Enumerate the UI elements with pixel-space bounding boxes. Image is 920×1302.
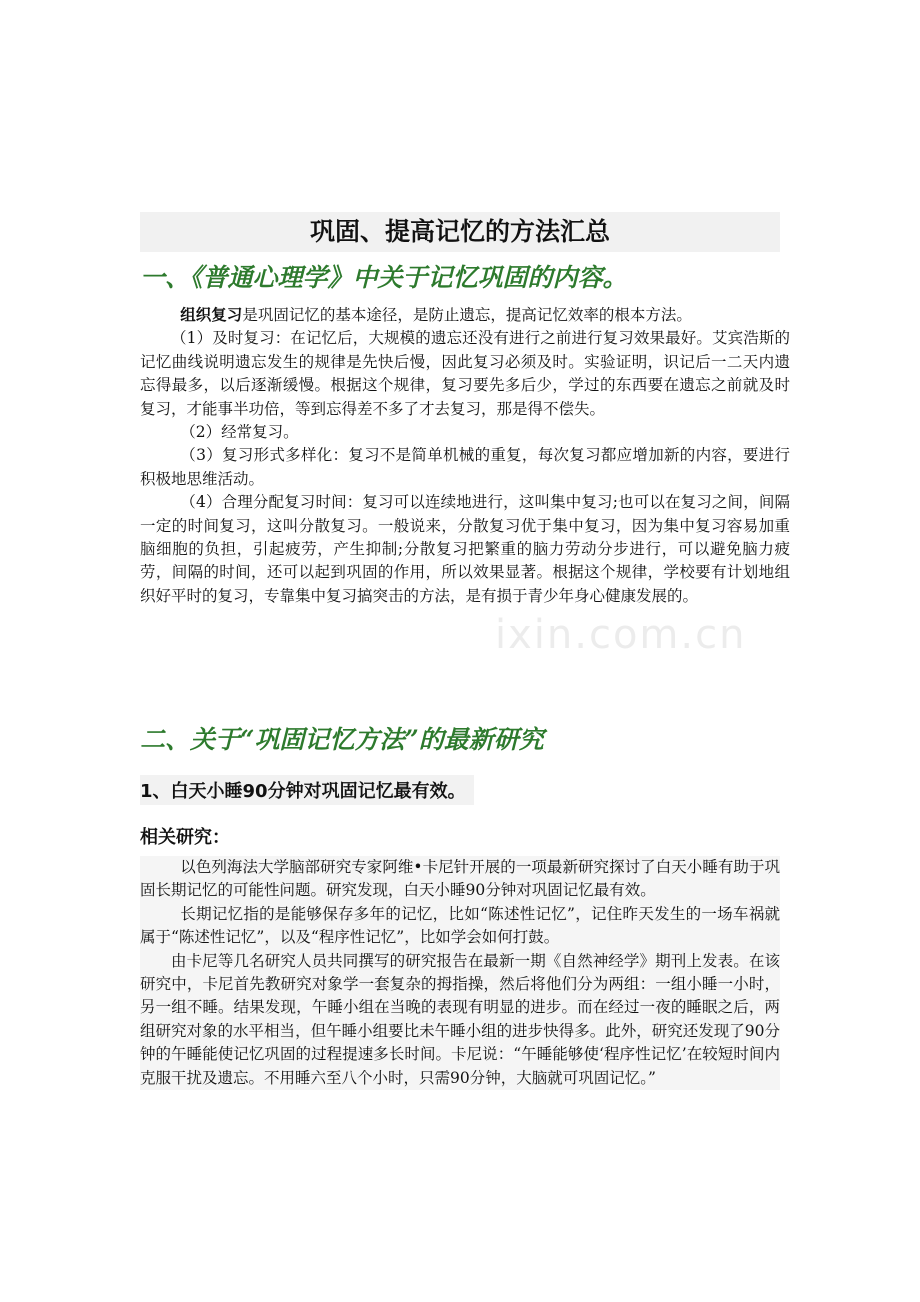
review-item-4: （4）合理分配复习时间：复习可以连续地进行，这叫集中复习;也可以在复习之间，间隔一定的时间复习，这叫分散复习。一般说来，分散复习优于集中复习，因为集中复习容易加重脑细胞的负担，引起疲劳，产生抑制;分散复习把繁重的脑力劳动分步进行，可以避免脑力疲劳，间隔的时间，还可以起到巩固的作用，所以效果显著。根据这个规律，学校要有计划地组织好平时的复习，专靠集中复习搞突击的方法，是有损于青少年身心健康发展的。 (140, 493, 790, 605)
research-paragraph-2: 长期记忆指的是能够保存多年的记忆，比如“陈述性记忆”，记住昨天发生的一场车祸就属于“陈述性记忆”，以及“程序性记忆”，比如学会如何打鼓。 (140, 904, 780, 947)
research-paragraph-1: 以色列海法大学脑部研究专家阿维•卡尼针开展的一项最新研究探讨了白天小睡有助于巩固长期记忆的可能性问题。研究发现，白天小睡90分钟对巩固记忆最有效。 (140, 858, 780, 900)
research-paragraph-3: 由卡尼等几名研究人员共同撰写的研究报告在最新一期《自然神经学》期刊上发表。在该研究中，卡尼首先教研究对象学一套复杂的拇指操，然后将他们分为两组：一组小睡一小时，另一组不睡。结果发现，午睡小组在当晚的表现有明显的进步。而在经过一夜的睡眠之后，两组研究对象的水平相当，但午睡小组要比未午睡小组的进步快得多。此外，研究还发现了90分钟的午睡能使记忆巩固的过程提速多长时间。卡尼说：“午睡能够使‘程序性记忆’在较短时间内克服干扰及遗忘。不用睡六至八个小时，只需90分钟，大脑就可巩固记忆。” (140, 951, 780, 1087)
intro-bold-term: 组织复习 (180, 305, 243, 324)
section2-body (140, 856, 780, 1090)
watermark: ixin.com.cn (495, 612, 747, 658)
review-item-2: （2）经常复习。 (180, 423, 299, 442)
related-research-label: 相关研究： (140, 827, 230, 848)
section1-body (140, 303, 790, 608)
document-title: 巩固、提高记忆的方法汇总 (140, 212, 780, 252)
section2-heading: 二、关于“巩固记忆方法”的最新研究 (140, 725, 544, 754)
section2-subheading: 1、白天小睡90分钟对巩固记忆最有效。 (140, 775, 474, 805)
review-item-1: （1）及时复习：在记忆后，大规模的遗忘还没有进行之前进行复习效果最好。艾宾浩斯的记忆曲线说明遗忘发生的规律是先快后慢，因此复习必须及时。实验证明，识记后一二天内遗忘得最多，以后逐渐缓慢。根据这个规律，复习要先多后少，学过的东西要在遗忘之前就及时复习，才能事半功倍，等到忘得差不多了才去复习，那是得不偿失。 (140, 329, 790, 418)
review-item-3: （3）复习形式多样化：复习不是简单机械的重复，每次复习都应增加新的内容，要进行积极地思维活动。 (140, 446, 790, 488)
section1-intro (140, 303, 790, 327)
intro-text: 是巩固记忆的基本途径，是防止遗忘，提高记忆效率的根本方法。 (242, 306, 692, 324)
section1-heading: 一、《普通心理学》中关于记忆巩固的内容。 (140, 263, 628, 292)
